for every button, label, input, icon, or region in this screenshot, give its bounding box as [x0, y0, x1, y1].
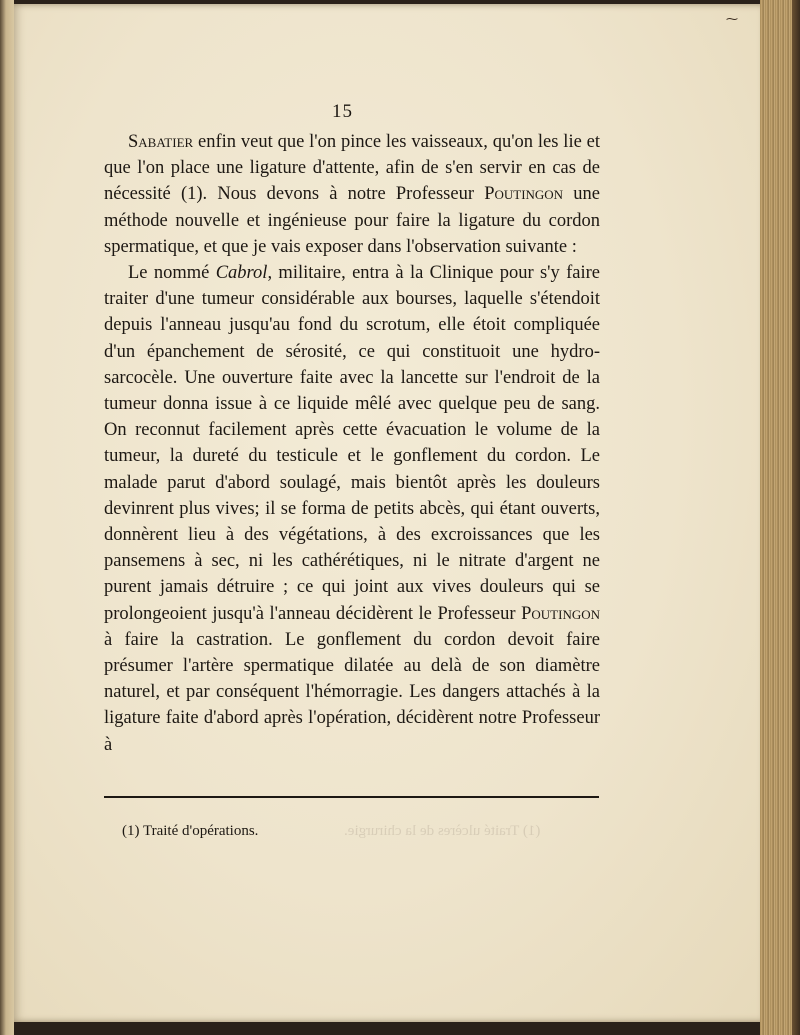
bleed-through-text: (1) Traité ulcères de la chirurgie.: [344, 823, 541, 839]
left-page-edge: [0, 0, 14, 1035]
page-block-edges: [760, 0, 800, 1035]
paragraph-1-text-b: une méthode nouvelle et ingénieuse pour faire la ligature du cordon spermatique, et que je vais exposer dans l'observation suivante :: [104, 184, 600, 257]
book-page: [14, 4, 766, 1022]
paragraph-2-text-b: à faire la castration. Le gonflement du cordon devoit faire présumer l'artère spermatique dilatée au delà de son diamètre naturel, et par conséquent l'hémorragie. Les dangers attachés à la ligature faite d'abord après l'opération, décidèrent notre Professeur à: [104, 629, 600, 755]
footnote: (1) Traité d'opérations.: [122, 823, 259, 839]
patient-name: Cabrol: [215, 263, 268, 284]
paragraph-1: [104, 129, 600, 260]
paragraph-1-text-a: enfin veut que l'on pince les vaisseaux, qu'on les lie et que l'on place une ligature d'attente, afin de s'en servir en cas de nécessité (1). Nous devons à notre Professeur: [104, 132, 600, 205]
page-number: 15: [332, 101, 353, 122]
professor-name: Poutingon: [521, 603, 600, 624]
paragraph-2: [104, 260, 600, 758]
professor-name: Poutingon: [484, 184, 564, 205]
paragraph-2-intro: Le nommé: [128, 263, 216, 284]
author-name: Sabatier: [128, 132, 194, 152]
body-text: [104, 129, 600, 758]
ink-mark-icon: ⁓: [726, 12, 738, 26]
paragraph-2-text-a: , militaire, entra à la Clinique pour s'y faire traiter d'une tumeur considérable aux bourses, laquelle s'étendoit depuis l'anneau jusqu'au fond du scrotum, elle étoit compliquée d'un épanchement de sérosité, ce qui constituoit une hydro-sarcocèle. Une ouverture faite avec la lancette sur l'endroit de la tumeur donna issue à ce liquide mêlé avec quelque peu de sang. On reconnut facilement après cette évacuation le volume de la tumeur, la dureté du testicule et le gonflement du cordon. Le malade parut d'abord soulagé, mais bientôt après les douleurs devinrent plus vives; il se forma de petits abcès, qui étant ouverts, donnèrent lieu à des végétations, à des excroissances que les pansemens à sec, ni les cathérétiques, ni le nitrate d'argent ne purent jamais détruire ; ce qui joint aux vives douleurs qui se prolongeoient jusqu'à l'anneau décidèrent le Professeur: [104, 263, 600, 624]
footnote-divider: [104, 796, 599, 798]
